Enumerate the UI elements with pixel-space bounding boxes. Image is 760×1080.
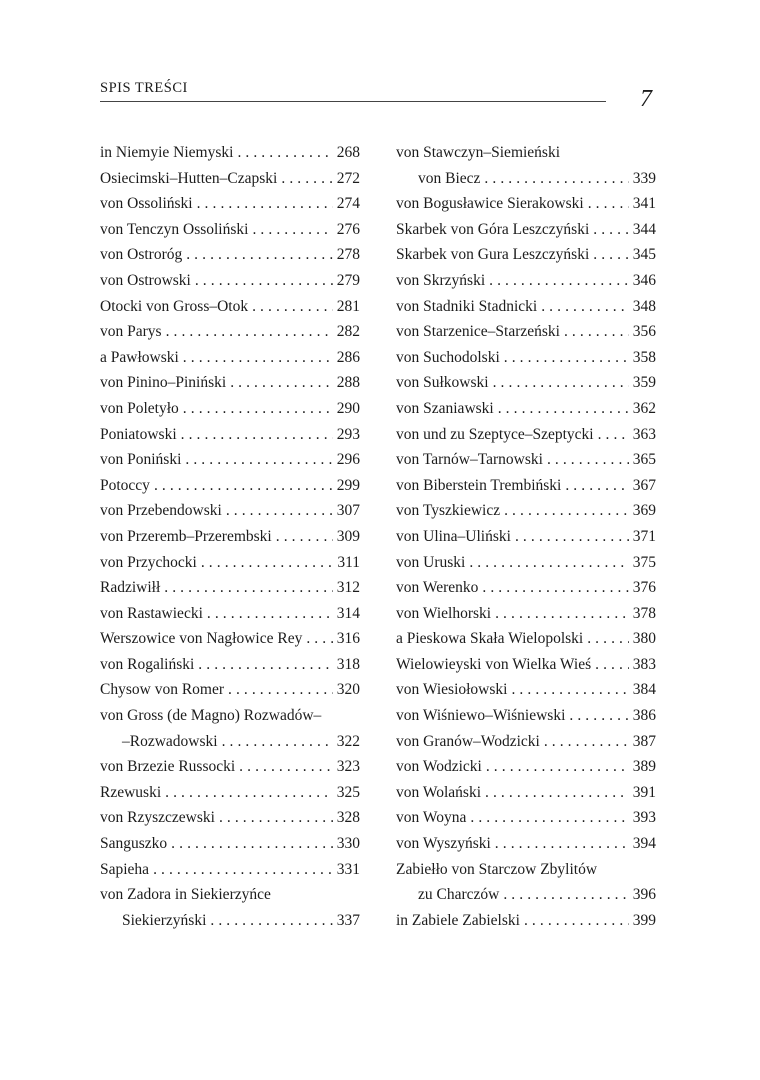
toc-entry-page: 328 <box>336 809 360 827</box>
toc-leader-dots <box>482 575 628 601</box>
toc-entry-page: 358 <box>632 348 656 366</box>
toc-entry <box>100 217 360 243</box>
toc-entry-name: von Wielhorski <box>396 604 492 622</box>
toc-leader-dots <box>489 268 629 294</box>
toc-entry <box>100 831 360 857</box>
toc-entry <box>396 166 656 192</box>
toc-entry-page: 345 <box>632 246 656 264</box>
toc-entry <box>396 242 656 268</box>
toc-entry-page: 348 <box>632 297 656 315</box>
toc-entry-page: 391 <box>632 783 656 801</box>
toc-entry <box>100 422 360 448</box>
toc-entry <box>396 831 656 857</box>
toc-entry-name: von Zadora in Siekierzyńce <box>100 886 271 904</box>
toc-right-column <box>396 140 656 933</box>
toc-entry-name: Skarbek von Gura Leszczyński <box>396 246 590 264</box>
toc-leader-dots <box>198 652 332 678</box>
toc-entry-name: zu Charczów <box>418 886 500 904</box>
toc-entry <box>100 473 360 499</box>
toc-leader-dots <box>598 422 629 448</box>
toc-entry-page: 331 <box>336 860 360 878</box>
toc-entry <box>396 319 656 345</box>
toc-leader-dots <box>230 370 333 396</box>
toc-leader-dots <box>164 575 332 601</box>
toc-entry <box>100 652 360 678</box>
toc-entry-name: Poniatowski <box>100 425 177 443</box>
toc-entry-page: 279 <box>336 271 360 289</box>
toc-leader-dots <box>183 345 333 371</box>
toc-leader-dots <box>593 242 628 268</box>
toc-leader-dots <box>588 191 629 217</box>
toc-entry-name: von Bogusławice Sierakowski <box>396 195 584 213</box>
toc-leader-dots <box>484 166 628 192</box>
toc-leader-dots <box>470 805 628 831</box>
toc-entry <box>100 166 360 192</box>
toc-leader-dots <box>306 626 332 652</box>
toc-leader-dots <box>228 677 333 703</box>
toc-entry <box>396 908 656 934</box>
toc-entry-page: 339 <box>632 169 656 187</box>
toc-entry <box>396 729 656 755</box>
toc-entry-name: von Granów–Wodzicki <box>396 732 540 750</box>
toc-entry-page: 378 <box>632 604 656 622</box>
toc-entry-name: Zabiełło von Starczow Zbylitów <box>396 860 598 878</box>
toc-entry-page: 365 <box>632 451 656 469</box>
toc-entry <box>396 626 656 652</box>
toc-entry-name: von Uruski <box>396 553 466 571</box>
toc-entry <box>396 703 656 729</box>
toc-entry <box>396 191 656 217</box>
toc-leader-dots <box>469 550 628 576</box>
toc-entry <box>100 626 360 652</box>
toc-entry <box>396 140 656 166</box>
toc-entry <box>396 370 656 396</box>
toc-entry-name: von Ossoliński <box>100 195 193 213</box>
toc-entry <box>396 268 656 294</box>
toc-entry <box>100 498 360 524</box>
toc-entry-page: 320 <box>336 681 360 699</box>
toc-entry-name: von Przychocki <box>100 553 197 571</box>
toc-entry-page: 281 <box>336 297 360 315</box>
toc-entry-page: 337 <box>336 911 360 929</box>
toc-leader-dots <box>252 294 333 320</box>
toc-entry-page: 376 <box>632 579 656 597</box>
toc-entry <box>100 268 360 294</box>
toc-entry-name: von Rastawiecki <box>100 604 203 622</box>
toc-entry <box>100 703 360 729</box>
toc-entry-page: 394 <box>632 835 656 853</box>
toc-entry-name: von Rzyszczewski <box>100 809 215 827</box>
toc-entry <box>100 550 360 576</box>
toc-entry-name: a Pieskowa Skała Wielopolski <box>396 630 584 648</box>
toc-entry <box>100 294 360 320</box>
toc-entry <box>100 601 360 627</box>
toc-leader-dots <box>185 447 332 473</box>
toc-entry-page: 383 <box>632 655 656 673</box>
toc-entry <box>396 473 656 499</box>
toc-leader-dots <box>195 268 333 294</box>
toc-entry-page: 293 <box>336 425 360 443</box>
toc-entry-page: 314 <box>336 604 360 622</box>
toc-entry-name: –Rozwadowski <box>122 732 218 750</box>
toc-entry-page: 278 <box>336 246 360 264</box>
toc-entry-name: von Woyna <box>396 809 467 827</box>
toc-entry-name: von Stawczyn–Siemieński <box>396 144 561 161</box>
toc-leader-dots <box>201 550 333 576</box>
toc-leader-dots <box>498 396 629 422</box>
toc-entry-name: von Ulina–Uliński <box>396 527 511 545</box>
toc-entry-page: 286 <box>336 348 360 366</box>
toc-entry-name: von Starzenice–Starzeński <box>396 323 560 341</box>
toc-entry-page: 274 <box>336 195 360 213</box>
toc-leader-dots <box>511 677 628 703</box>
toc-entry-page: 325 <box>336 783 360 801</box>
toc-entry-name: Otocki von Gross–Otok <box>100 297 249 315</box>
toc-entry-name: von Tarnów–Tarnowski <box>396 451 543 469</box>
toc-leader-dots <box>565 473 628 499</box>
toc-entry-name: von Szaniawski <box>396 399 494 417</box>
toc-entry-name: in Zabiele Zabielski <box>396 911 520 929</box>
toc-leader-dots <box>207 601 333 627</box>
toc-leader-dots <box>252 217 332 243</box>
toc-entry-name: von Wodzicki <box>396 758 482 776</box>
toc-entry <box>100 191 360 217</box>
toc-entry-page: 290 <box>336 399 360 417</box>
toc-entry-page: 389 <box>632 758 656 776</box>
toc-left-column <box>100 140 360 933</box>
toc-entry-page: 282 <box>336 323 360 341</box>
toc-entry-name: Sanguszko <box>100 835 168 853</box>
toc-entry <box>100 447 360 473</box>
toc-entry <box>396 524 656 550</box>
toc-entry <box>396 857 656 883</box>
toc-leader-dots <box>564 319 629 345</box>
toc-leader-dots <box>486 754 629 780</box>
toc-leader-dots <box>587 626 629 652</box>
toc-leader-dots <box>544 729 629 755</box>
toc-entry-page: 399 <box>632 911 656 929</box>
toc-entry <box>396 550 656 576</box>
toc-entry <box>100 370 360 396</box>
toc-leader-dots <box>165 780 333 806</box>
toc-entry-page: 296 <box>336 451 360 469</box>
toc-leader-dots <box>181 422 333 448</box>
toc-entry-name: von Poniński <box>100 451 182 469</box>
page-number: 7 <box>640 86 652 112</box>
toc-entry-name: von Przebendowski <box>100 502 222 520</box>
toc-entry-name: von Biberstein Trembiński <box>396 476 562 494</box>
toc-entry <box>100 805 360 831</box>
toc-entry-page: 346 <box>632 271 656 289</box>
toc-entry-name: Werszowice von Nagłowice Rey <box>100 630 303 648</box>
toc-entry-page: 312 <box>336 579 360 597</box>
toc-entry-name: von Biecz <box>418 169 481 187</box>
toc-leader-dots <box>276 524 333 550</box>
toc-entry <box>100 729 360 755</box>
toc-leader-dots <box>485 780 629 806</box>
toc-entry <box>396 396 656 422</box>
toc-entry-name: Radziwiłł <box>100 579 161 597</box>
toc-leader-dots <box>239 754 333 780</box>
toc-entry-name: von Ostroróg <box>100 246 183 264</box>
toc-entry-name: von Wolański <box>396 783 482 801</box>
toc-entry-name: von Rogaliński <box>100 655 195 673</box>
toc-entry <box>396 294 656 320</box>
toc-entry-name: Wielowieyski von Wielka Wieś <box>396 655 592 673</box>
toc-entry <box>396 447 656 473</box>
toc-entry-name: Potoccy <box>100 476 150 494</box>
toc-entry <box>396 882 656 908</box>
toc-entry-page: 380 <box>632 630 656 648</box>
toc-entry <box>100 345 360 371</box>
toc-entry-name: von Ostrowski <box>100 271 191 289</box>
toc-entry-page: 384 <box>632 681 656 699</box>
toc-entry-page: 330 <box>336 835 360 853</box>
toc-entry-name: von Wiśniewo–Wiśniewski <box>396 707 566 725</box>
toc-leader-dots <box>281 166 332 192</box>
toc-entry-name: Skarbek von Góra Leszczyński <box>396 220 590 238</box>
toc-entry-page: 316 <box>336 630 360 648</box>
toc-leader-dots <box>495 831 629 857</box>
toc-entry-page: 396 <box>632 886 656 904</box>
toc-entry-name: von Tyszkiewicz <box>396 502 501 520</box>
toc-leader-dots <box>166 319 333 345</box>
toc-leader-dots <box>210 908 332 934</box>
toc-leader-dots <box>186 242 333 268</box>
toc-leader-dots <box>504 498 629 524</box>
toc-leader-dots <box>524 908 629 934</box>
toc-leader-dots <box>222 729 333 755</box>
toc-leader-dots <box>171 831 333 857</box>
toc-entry-page: 323 <box>336 758 360 776</box>
toc-entry-name: von Parys <box>100 323 162 341</box>
toc-entry <box>396 805 656 831</box>
toc-entry-name: von Wiesiołowski <box>396 681 508 699</box>
toc-entry-name: a Pawłowski <box>100 348 179 366</box>
toc-entry-page: 309 <box>336 527 360 545</box>
toc-entry <box>396 498 656 524</box>
toc-entry-name: von Wyszyński <box>396 835 491 853</box>
toc-leader-dots <box>237 140 332 166</box>
toc-leader-dots <box>153 857 333 883</box>
toc-entry-page: 322 <box>336 732 360 750</box>
toc-leader-dots <box>219 805 333 831</box>
toc-entry-page: 268 <box>336 144 360 161</box>
toc-leader-dots <box>197 191 333 217</box>
toc-leader-dots <box>495 601 629 627</box>
toc-entry-page: 362 <box>632 399 656 417</box>
toc-leader-dots <box>547 447 629 473</box>
toc-entry-page: 299 <box>336 476 360 494</box>
toc-entry-name: von Przeremb–Przerembski <box>100 527 272 545</box>
toc-entry-page: 359 <box>632 374 656 392</box>
toc-entry-name: von Gross (de Magno) Rozwadów– <box>100 707 322 725</box>
toc-entry-page: 393 <box>632 809 656 827</box>
toc-entry <box>100 396 360 422</box>
toc-leader-dots <box>226 498 333 524</box>
toc-leader-dots <box>183 396 333 422</box>
toc-entry-page: 272 <box>336 169 360 187</box>
toc-leader-dots <box>541 294 629 320</box>
toc-entry <box>100 140 360 166</box>
toc-entry <box>100 754 360 780</box>
toc-entry-name: von Pinino–Piniński <box>100 374 227 392</box>
toc-entry <box>396 677 656 703</box>
toc-entry-page: 356 <box>632 323 656 341</box>
toc-entry <box>396 217 656 243</box>
toc-entry-page: 276 <box>336 220 360 238</box>
toc-entry-page: 386 <box>632 707 656 725</box>
toc-entry <box>100 882 360 908</box>
toc-entry-page: 288 <box>336 374 360 392</box>
toc-entry <box>396 601 656 627</box>
toc-leader-dots <box>154 473 333 499</box>
toc-entry-name: Rzewuski <box>100 783 162 801</box>
toc-entry-name: von und zu Szeptyce–Szeptycki <box>396 425 594 443</box>
toc-entry-name: von Brzezie Russocki <box>100 758 236 776</box>
toc-entry-page: 369 <box>632 502 656 520</box>
toc-entry-name: von Suchodolski <box>396 348 500 366</box>
toc-entry-name: von Stadniki Stadnicki <box>396 297 538 315</box>
toc-entry-name: Osiecimski–Hutten–Czapski <box>100 169 278 187</box>
toc-entry-name: von Tenczyn Ossoliński <box>100 220 249 238</box>
toc-entry <box>100 857 360 883</box>
toc-entry-page: 375 <box>632 553 656 571</box>
toc-leader-dots <box>569 703 628 729</box>
toc-leader-dots <box>595 652 629 678</box>
toc-entry <box>100 575 360 601</box>
header-rule <box>100 101 606 102</box>
toc-entry-name: von Sułkowski <box>396 374 489 392</box>
toc-entry-page: 307 <box>336 502 360 520</box>
toc-entry <box>396 422 656 448</box>
toc-entry <box>396 345 656 371</box>
toc-entry-page: 367 <box>632 476 656 494</box>
toc-entry <box>100 677 360 703</box>
toc-entry-name: Chysow von Romer <box>100 681 224 699</box>
toc-entry <box>396 780 656 806</box>
toc-entry-page: 341 <box>632 195 656 213</box>
toc-entry-name: von Poletyło <box>100 399 179 417</box>
running-head-title: SPIS TREŚCI <box>100 80 188 96</box>
toc-leader-dots <box>593 217 628 243</box>
toc-entry <box>100 780 360 806</box>
toc-leader-dots <box>503 882 628 908</box>
toc-entry-page: 318 <box>336 655 360 673</box>
toc-entry-page: 311 <box>337 553 360 571</box>
toc-entry <box>396 575 656 601</box>
toc-entry-page: 344 <box>632 220 656 238</box>
toc-entry-name: von Skrzyński <box>396 271 486 289</box>
toc-entry <box>100 319 360 345</box>
toc-entry-page: 387 <box>632 732 656 750</box>
toc-entry-page: 363 <box>632 425 656 443</box>
toc-entry <box>100 524 360 550</box>
toc-entry <box>396 652 656 678</box>
toc-entry <box>100 908 360 934</box>
toc-entry-page: 371 <box>632 527 656 545</box>
toc-entry-name: von Werenko <box>396 579 479 597</box>
toc-leader-dots <box>504 345 629 371</box>
toc-leader-dots <box>493 370 629 396</box>
toc-entry <box>396 754 656 780</box>
toc-entry-name: Siekierzyński <box>122 911 207 929</box>
toc-leader-dots <box>515 524 629 550</box>
toc-entry-name: Sapieha <box>100 860 150 878</box>
toc-entry-name: in Niemyie Niemyski <box>100 144 234 161</box>
toc-entry <box>100 242 360 268</box>
